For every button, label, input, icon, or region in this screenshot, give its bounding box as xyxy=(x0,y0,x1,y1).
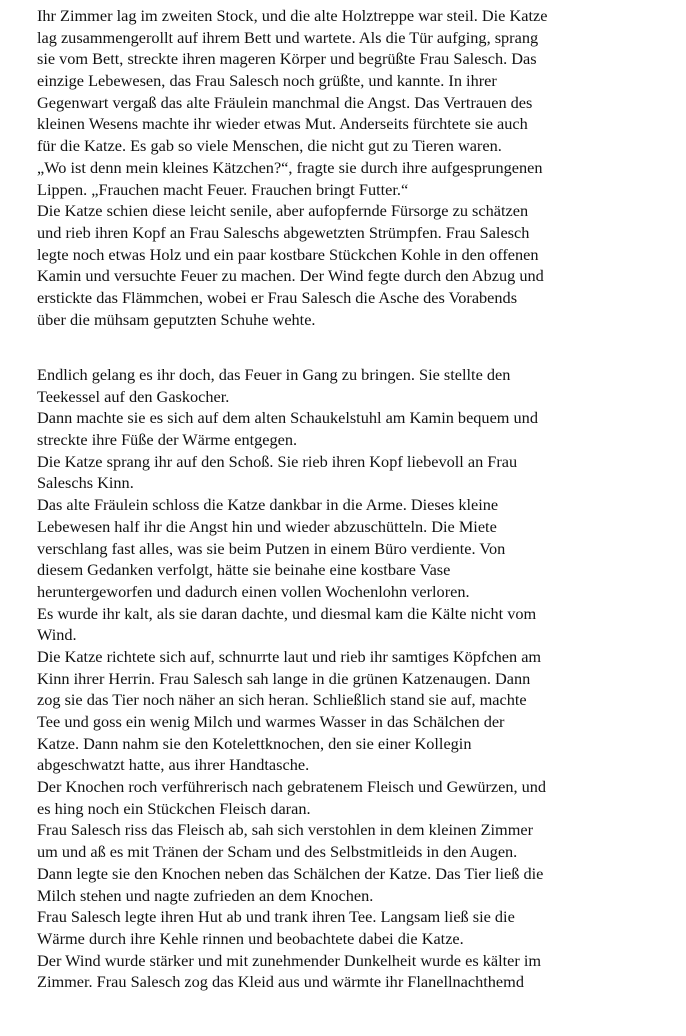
text-line: Katze. Dann nahm sie den Kotelettknochen, den sie einer Kollegin xyxy=(37,733,472,753)
text-block-1 xyxy=(37,5,677,330)
text-line: sie vom Bett, streckte ihren mageren Körper und begrüßte Frau Salesch. Das xyxy=(37,49,537,69)
text-line: Frau Salesch riss das Fleisch ab, sah sich verstohlen in dem kleinen Zimmer xyxy=(37,820,534,840)
text-line: Dann machte sie es sich auf dem alten Schaukelstuhl am Kamin bequem und xyxy=(37,408,538,428)
text-line: Frau Salesch legte ihren Hut ab und trank ihren Tee. Langsam ließ sie die xyxy=(37,907,515,927)
text-line: Der Wind wurde stärker und mit zunehmender Dunkelheit wurde es kälter im xyxy=(37,950,542,970)
text-block-2 xyxy=(37,364,677,993)
text-line: Kinn ihrer Herrin. Frau Salesch sah lange in die grünen Katzenaugen. Dann xyxy=(37,668,531,688)
text-line: abgeschwatzt hatte, aus ihrer Handtasche. xyxy=(37,755,310,775)
text-line: erstickte das Flämmchen, wobei er Frau Salesch die Asche des Vorabends xyxy=(37,287,518,307)
text-line: Die Katze sprang ihr auf den Schoß. Sie rieb ihren Kopf liebevoll an Frau xyxy=(37,451,518,471)
text-line: Milch stehen und nagte zufrieden an dem Knochen. xyxy=(37,885,374,905)
text-line: Gegenwart vergaß das alte Fräulein manchmal die Angst. Das Vertrauen des xyxy=(37,92,533,112)
text-line: Ihr Zimmer lag im zweiten Stock, und die alte Holztreppe war steil. Die Katze xyxy=(37,6,548,25)
text-line: einzige Lebewesen, das Frau Salesch noch grüßte, und kannte. In ihrer xyxy=(37,71,497,91)
text-line: Die Katze schien diese leicht senile, aber aufopfernde Fürsorge zu schätzen xyxy=(37,201,529,221)
text-line: Teekessel auf den Gaskocher. xyxy=(37,386,230,406)
text-line: heruntergeworfen und dadurch einen vollen Wochenlohn verloren. xyxy=(37,581,470,601)
text-line: Das alte Fräulein schloss die Katze dankbar in die Arme. Dieses kleine xyxy=(37,495,499,515)
text-line: kleinen Wesens machte ihr wieder etwas Mut. Anderseits fürchtete sie auch xyxy=(37,114,528,134)
text-line: und rieb ihren Kopf an Frau Saleschs abgewetzten Strümpfen. Frau Salesch xyxy=(37,222,530,242)
text-line: Saleschs Kinn. xyxy=(37,473,134,493)
text-line: Dann legte sie den Knochen neben das Schälchen der Katze. Das Tier ließ die xyxy=(37,863,544,883)
text-line: Endlich gelang es ihr doch, das Feuer in Gang zu bringen. Sie stellte den xyxy=(37,365,511,384)
text-line: legte noch etwas Holz und ein paar kostbare Stückchen Kohle in den offenen xyxy=(37,244,539,264)
text-line: Es wurde ihr kalt, als sie daran dachte, und diesmal kam die Kälte nicht vom xyxy=(37,603,537,623)
text-line: Die Katze richtete sich auf, schnurrte laut und rieb ihr samtiges Köpfchen am xyxy=(37,646,542,666)
text-line: Wind. xyxy=(37,625,77,645)
text-line: es hing noch ein Stückchen Fleisch daran. xyxy=(37,798,311,818)
text-line: um und aß es mit Tränen der Scham und des Selbstmitleids in den Augen. xyxy=(37,842,518,862)
text-line: streckte ihre Füße der Wärme entgegen. xyxy=(37,430,298,450)
text-line: Der Knochen roch verführerisch nach gebratenem Fleisch und Gewürzen, und xyxy=(37,777,547,797)
text-line: Zimmer. Frau Salesch zog das Kleid aus und wärmte ihr Flanellnachthemd xyxy=(37,972,524,992)
text-line: verschlang fast alles, was sie beim Putzen in einem Büro verdiente. Von xyxy=(37,538,506,558)
text-line: Lebewesen half ihr die Angst hin und wieder abzuschütteln. Die Miete xyxy=(37,516,497,536)
text-line: zog sie das Tier noch näher an sich heran. Schließlich stand sie auf, machte xyxy=(37,690,527,710)
text-line: Kamin und versuchte Feuer zu machen. Der Wind fegte durch den Abzug und xyxy=(37,266,544,286)
text-line: für die Katze. Es gab so viele Menschen, die nicht gut zu Tieren waren. xyxy=(37,136,502,156)
text-line: Wärme durch ihre Kehle rinnen und beobachtete dabei die Katze. xyxy=(37,928,464,948)
text-line: Lippen. „Frauchen macht Feuer. Frauchen bringt Futter.“ xyxy=(37,179,409,199)
text-line: Tee und goss ein wenig Milch und warmes Wasser in das Schälchen der xyxy=(37,712,505,731)
text-line: lag zusammengerollt auf ihrem Bett und wartete. Als die Tür aufging, sprang xyxy=(37,27,539,47)
text-line: über die mühsam geputzten Schuhe wehte. xyxy=(37,309,316,329)
text-line: diesem Gedanken verfolgt, hätte sie beinahe eine kostbare Vase xyxy=(37,560,451,580)
text-line: „Wo ist denn mein kleines Kätzchen?“, fragte sie durch ihre aufgesprungenen xyxy=(37,157,543,177)
